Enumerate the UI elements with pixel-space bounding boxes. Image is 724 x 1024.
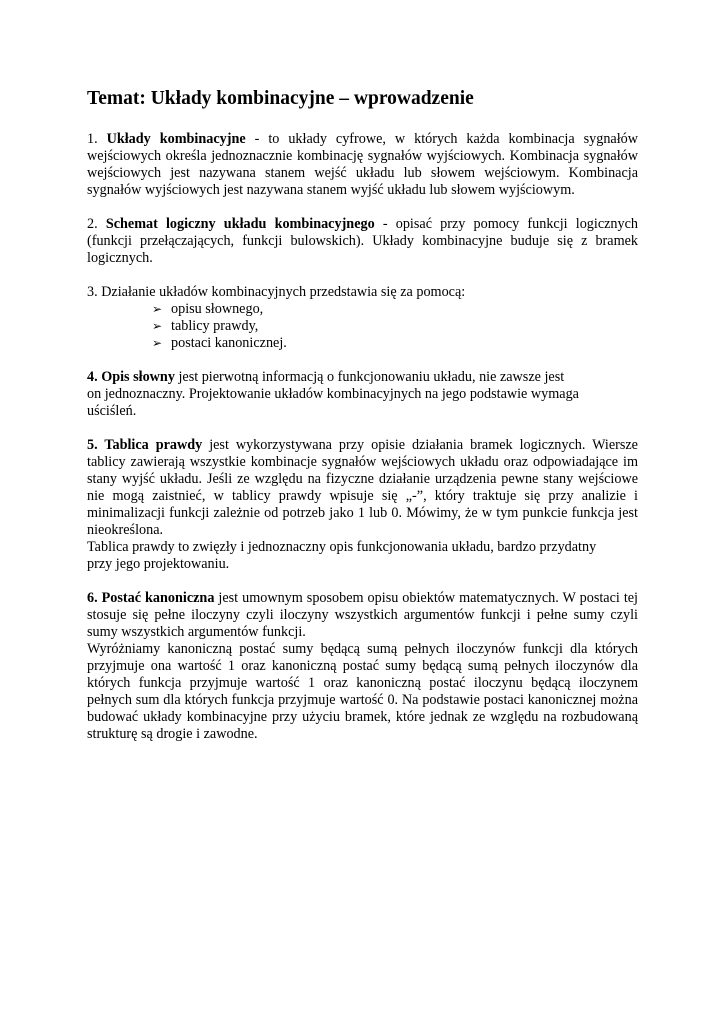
section-1-term: Układy kombinacyjne [106, 131, 246, 147]
section-1 [87, 131, 638, 199]
section-5-term: 5. Tablica prawdy [87, 437, 203, 453]
section-1-number: 1. [87, 131, 107, 147]
arrow-bullet-icon: ➢ [152, 319, 163, 333]
section-3-list [87, 301, 638, 352]
section-3-intro: 3. Działanie układów kombinacyjnych przedstawia się za pomocą: [87, 284, 466, 300]
section-2-text: - opisać przy pomocy funkcji logicznych (funkcji przełączających, funkcji bulowskich). Układy kombinacyjne buduje się z bramek logicznych. [87, 216, 638, 266]
list-item: ➢ tablicy prawdy, [152, 318, 259, 334]
section-2 [87, 216, 638, 267]
arrow-bullet-icon: ➢ [152, 336, 163, 350]
list-item: ➢ postaci kanonicznej. [152, 335, 287, 351]
section-2-term: Schemat logiczny układu kombinacyjnego [105, 216, 375, 232]
page-title: Temat: Układy kombinacyjne – wprowadzenie [87, 88, 474, 109]
section-1-text: - to układy cyfrowe, w których każda kombinacja sygnałów wejściowych określa jednoznacznie kombinację sygnałów wyjściowych. Kombinacja sygnałów wejściowych jest nazywana stanem wejść układu lub słowem wejściowym. Kombinacja sygnałów wyjściowych jest nazywana stanem wyjść układu lub słowem wyjściowym. [87, 131, 638, 198]
list-item: ➢ opisu słownego, [152, 301, 264, 317]
section-6: 6. Postać kanoniczna jest umownym sposobem opisu obiektów matematycznych. W postaci tej stosuje się pełne iloczyny czyli iloczyny wszystkich argumentów funkcji i pełne sumy czyli sumy wszystkich argumentów funkcji. Wyróżniamy kanoniczną postać sumy będącą sumą pełnych iloczynów funkcji dla których przyjmuje ona wartość 1 oraz kanoniczną postać sumy będącą sumą pełnych iloczynów dla których funkcja przyjmuje wartość 1 oraz kanoniczną postać iloczynu będącą iloczynem pełnych sum dla których funkcja przyjmuje wartość 0. Na podstawie postaci kanonicznej można budować układy kombinacyjne przy użyciu bramek, które jednak ze względu na rozbudowaną strukturę są drogie i zawodne. [87, 590, 639, 742]
section-5: 5. Tablica prawdy jest wykorzystywana przy opisie działania bramek logicznych. Wiersze tablicy zawierają wszystkie kombinacje sygnałów wejściowych układu oraz odpowiadające im stany wyjść układu. Jeśli ze względu na fizyczne działanie urządzenia pewne stany wejściowe nie mogą zaistnieć, w tablicy prawdy wpisuje się „-”, który traktuje się przy analizie i minimalizacji funkcji zależnie od potrzeb jako 1 lub 0. Mówimy, że w tym punkcie funkcja jest nieokreślona. Tablica prawdy to zwięzły i jednoznaczny opis funkcjonowania układu, bardzo przydatny przy jego projektowaniu. [87, 437, 638, 572]
section-6-paragraph-2: Wyróżniamy kanoniczną postać sumy będącą sumą pełnych iloczynów funkcji dla których przyjmuje ona wartość 1 oraz kanoniczną postać sumy będącą sumą pełnych iloczynów dla których funkcja przyjmuje wartość 1 oraz kanoniczną postać iloczynu będącą iloczynem pełnych sum dla których funkcja przyjmuje wartość 0. Na podstawie postaci kanonicznej można budować układy kombinacyjne przy użyciu bramek, które jednak ze względu na rozbudowaną strukturę są drogie i zawodne. [87, 641, 638, 742]
section-4-term: 4. Opis słowny [87, 369, 175, 385]
section-6-term: 6. Postać kanoniczna [87, 590, 215, 606]
section-2-number: 2. [87, 216, 106, 232]
arrow-bullet-icon: ➢ [152, 302, 163, 316]
section-4: 4. Opis słowny jest pierwotną informacją o funkcjonowaniu układu, nie zawsze jest on jednoznaczny. Projektowanie układów kombinacyjnych na jego podstawie wymaga uściśleń. [87, 369, 579, 419]
